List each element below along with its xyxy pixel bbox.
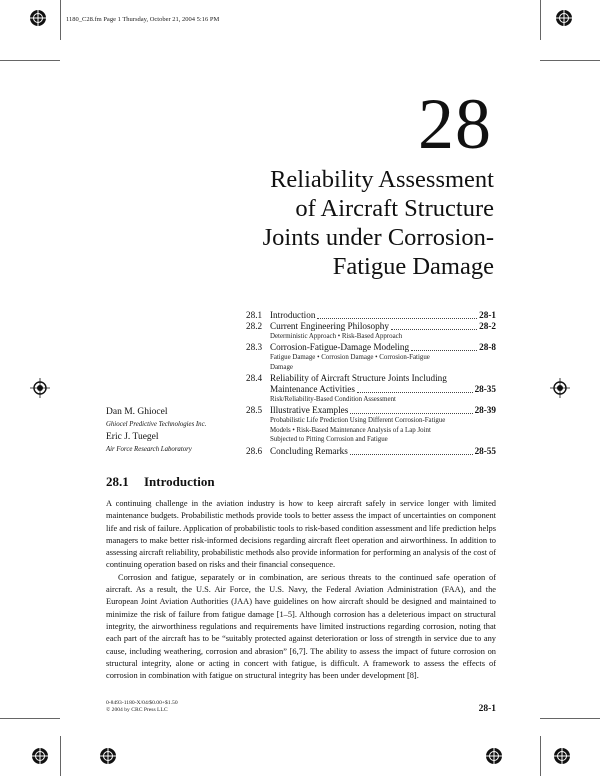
toc-page: 28-35: [474, 384, 496, 394]
toc-page: 28-55: [474, 446, 496, 456]
crop-line: [540, 60, 600, 61]
registration-mark-icon: [484, 746, 504, 766]
section-number: 28.1: [106, 474, 129, 489]
chapter-title-line: Joints under Corrosion-: [262, 224, 494, 251]
author-name: Dan M. Ghiocel: [106, 407, 168, 417]
paragraph: Corrosion and fatigue, separately or in combination, are serious threats to the continued safe operation of aircraft. As a result, the U.S. Air Force, the U.S. Navy, the Federal Aviation Administration (FAA), and the European Joint Aviation Authorities (JAA) have guidelines on how aircraft should be designed and maintained to minimize the risk of failure from fatigue damage [1–5]. Although corrosion has a deleterious impact on structural integrity, the airworthiness regulations and requirements have limited instructions regarding corrosion, noting that each part of the aircraft has to be “suitably protected against deterioration or loss of strength in service due to any cause, including weathering, corrosion and abrasion” [6,7]. The ability to assess the impact of future corrosion on structural integrity, alone or acting in concert with fatigue, is difficult. A framework to assess the effects of corrosion in combination with fatigue on structural integrity has been under development [8].: [106, 572, 496, 681]
toc-title: Reliability of Aircraft Structure Joints Including: [270, 373, 447, 383]
section-title: Introduction: [144, 474, 215, 489]
toc-title: Maintenance Activities: [270, 384, 355, 394]
crop-line: [540, 718, 600, 719]
chapter-title-line: Fatigue Damage: [332, 253, 494, 280]
author-affiliation: Ghiocel Predictive Technologies Inc.: [106, 421, 207, 428]
toc-title: Introduction: [270, 310, 316, 320]
registration-mark-icon: [552, 746, 572, 766]
toc-number: 28.1: [246, 310, 263, 320]
toc-subtopics: Models • Risk-Based Maintenance Analysis of a Lap Joint: [270, 426, 431, 434]
toc-page: 28-39: [474, 405, 496, 415]
toc-number: 28.4: [246, 373, 263, 383]
toc-title: Corrosion-Fatigue-Damage Modeling: [270, 342, 410, 352]
toc-page: 28-2: [479, 321, 496, 331]
crosshair-mark-icon: [550, 378, 570, 398]
toc-title: Concluding Remarks: [270, 446, 348, 456]
registration-mark-icon: [554, 8, 574, 28]
toc-page: 28-1: [479, 310, 496, 320]
section-heading: [106, 474, 215, 490]
toc-number: 28.6: [246, 446, 263, 456]
footer-info: [106, 700, 178, 714]
toc-number: 28.2: [246, 321, 263, 331]
crosshair-mark-icon: [30, 378, 50, 398]
author-affiliation: Air Force Research Laboratory: [106, 446, 192, 453]
toc-title: Illustrative Examples: [270, 405, 349, 415]
chapter-title-line: of Aircraft Structure: [295, 195, 494, 222]
toc-subtopics: Probabilistic Life Prediction Using Different Corrosion-Fatigue: [270, 417, 446, 424]
author-name: Eric J. Tuegel: [106, 432, 159, 442]
crop-line: [0, 718, 60, 719]
toc-subtopics: Subjected to Pitting Corrosion and Fatigue: [270, 436, 388, 443]
isbn-line: 0-8493-1180-X/04/$0.00+$1.50: [106, 700, 178, 706]
toc-subtopics: Deterministic Approach • Risk-Based Approach: [270, 333, 403, 340]
file-slug: 1180_C28.fm Page 1 Thursday, October 21, 2004 5:16 PM: [66, 16, 220, 23]
crop-line: [60, 0, 61, 40]
registration-mark-icon: [98, 746, 118, 766]
toc-page: 28-8: [479, 342, 496, 352]
toc-number: 28.5: [246, 405, 263, 415]
paragraph: A continuing challenge in the aviation industry is how to keep aircraft safely in service longer with limited maintenance budgets. Probabilistic methods provide tools to better assess the impact of uncertainties on component life and risk of failure. Application of probabilistic tools to risk-based condition assessment and life prediction helps managers to make better risk-informed decisions regarding aircraft fleet operation and airworthiness. In addition to assessing aircraft reliability, probabilistic methods also provide information for performing an analysis of the cost of continuing operation based on risks and their financial consequence.: [106, 499, 496, 570]
crop-line: [0, 60, 60, 61]
crop-line: [540, 736, 541, 776]
registration-mark-icon: [28, 8, 48, 28]
toc-subtopics: Damage: [270, 363, 293, 371]
toc-subtopics: Fatigue Damage • Corrosion Damage • Corrosion-Fatigue: [270, 354, 430, 361]
chapter-number: 28: [418, 84, 492, 164]
chapter-title: [134, 165, 494, 281]
toc-subtopics: Risk/Reliability-Based Condition Assessment: [270, 396, 396, 403]
registration-mark-icon: [30, 746, 50, 766]
page-number: 28-1: [478, 704, 496, 714]
toc-title: Current Engineering Philosophy: [270, 321, 389, 331]
copyright-line: © 2004 by CRC Press LLC: [106, 707, 168, 713]
chapter-title-line: Reliability Assessment: [270, 166, 494, 193]
crop-line: [540, 0, 541, 40]
crop-line: [60, 736, 61, 776]
body-text: [106, 498, 496, 682]
toc-number: 28.3: [246, 342, 263, 352]
